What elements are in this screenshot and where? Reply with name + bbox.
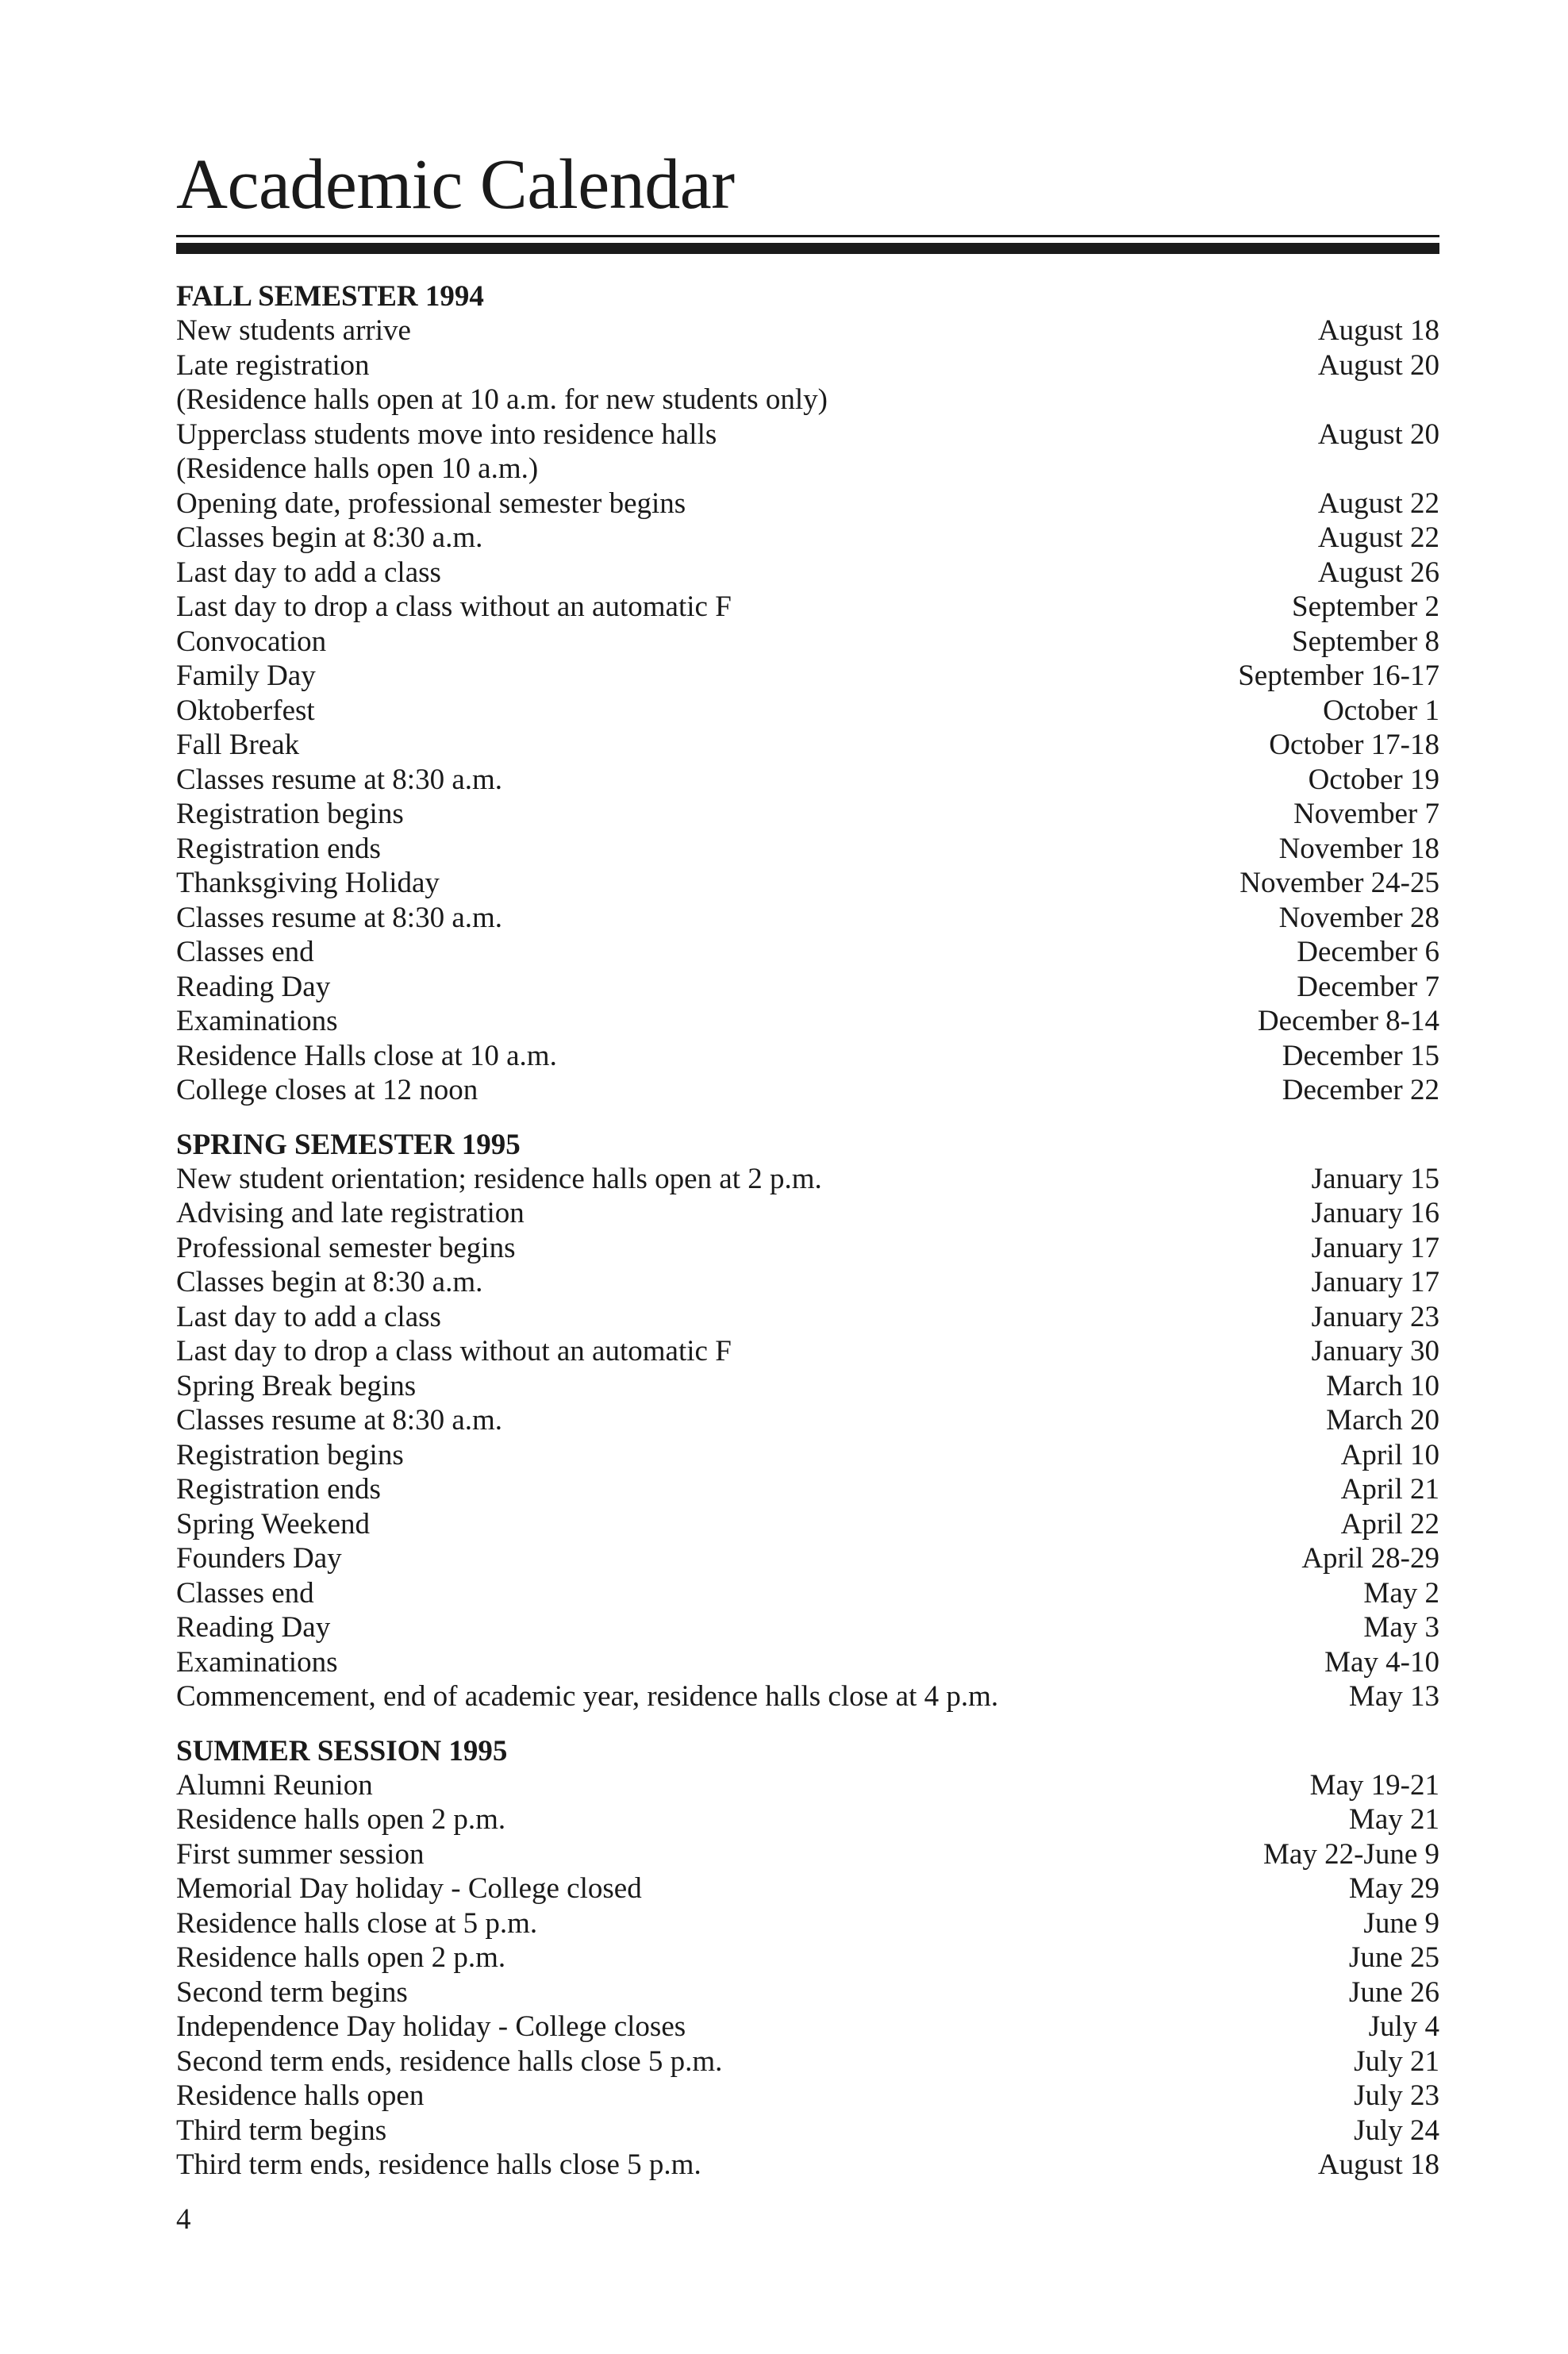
- event-date: August 20: [1317, 417, 1439, 451]
- event-date: December 22: [1282, 1074, 1439, 1106]
- event-date: October 17-18: [1269, 729, 1439, 761]
- calendar-row: [176, 1334, 1439, 1369]
- event-date: April 28-29: [1301, 1542, 1439, 1575]
- event-label: Professional semester begins: [176, 1231, 516, 1264]
- section-spring-1995: [176, 1128, 1439, 1714]
- event-label: Registration begins: [176, 798, 404, 830]
- event-label: Memorial Day holiday - College closed: [176, 1872, 642, 1905]
- event-label: Residence halls open: [176, 2079, 425, 2112]
- event-date: April 10: [1340, 1438, 1439, 1471]
- event-date: July 4: [1368, 2010, 1439, 2043]
- event-date: May 3: [1363, 1611, 1439, 1644]
- calendar-row: [176, 2114, 1439, 2148]
- event-date: January 15: [1311, 1162, 1439, 1195]
- event-date: January 16: [1311, 1197, 1439, 1229]
- event-date: December 8-14: [1257, 1005, 1439, 1037]
- event-date: May 29: [1348, 1872, 1439, 1905]
- calendar-row: [176, 1004, 1439, 1039]
- title-rule-thin: [176, 235, 1439, 237]
- calendar-row: [176, 1403, 1439, 1438]
- event-date: January 23: [1311, 1300, 1439, 1333]
- event-label: Registration ends: [176, 832, 381, 865]
- event-label: Registration ends: [176, 1473, 381, 1506]
- calendar-row: [176, 1073, 1439, 1108]
- event-label: Last day to drop a class without an automatic F: [176, 1335, 732, 1367]
- event-date: June 9: [1363, 1906, 1439, 1940]
- event-date: May 21: [1348, 1803, 1439, 1836]
- event-label: Commencement, end of academic year, residence halls close at 4 p.m.: [176, 1680, 999, 1713]
- calendar-row: [176, 970, 1439, 1005]
- calendar-row: [176, 2044, 1439, 2079]
- calendar-row: [176, 1265, 1439, 1300]
- calendar-row: [176, 1871, 1439, 1906]
- calendar-row: [176, 694, 1439, 729]
- event-date: November 18: [1278, 832, 1439, 865]
- event-label: Fall Break: [176, 729, 300, 761]
- calendar-row: [176, 1941, 1439, 1975]
- event-date: April 21: [1340, 1473, 1439, 1506]
- calendar-row: [176, 452, 1439, 487]
- event-date: September 8: [1292, 625, 1439, 658]
- event-label: College closes at 12 noon: [176, 1074, 478, 1106]
- calendar-row: [176, 348, 1439, 383]
- calendar-row: [176, 1645, 1439, 1680]
- calendar-row: [176, 1768, 1439, 1803]
- calendar-row: [176, 1196, 1439, 1231]
- event-date: December 6: [1297, 936, 1439, 968]
- event-label: Alumni Reunion: [176, 1768, 373, 1802]
- event-date: July 23: [1354, 2079, 1439, 2112]
- calendar-row: [176, 383, 1439, 417]
- calendar-row: [176, 2010, 1439, 2044]
- event-date: December 15: [1282, 1039, 1439, 1072]
- event-date: August 22: [1317, 521, 1439, 554]
- event-date: September 16-17: [1238, 660, 1439, 692]
- event-label: Spring Weekend: [176, 1507, 370, 1540]
- event-date: June 26: [1348, 1975, 1439, 2009]
- event-label: Oktoberfest: [176, 694, 315, 727]
- event-date: January 17: [1311, 1231, 1439, 1264]
- event-label: Upperclass students move into residence halls: [176, 417, 717, 451]
- event-label: Third term ends, residence halls close 5 p.m.: [176, 2148, 701, 2181]
- event-label: Residence halls open 2 p.m.: [176, 1803, 506, 1836]
- calendar-row: [176, 1975, 1439, 2010]
- event-date: November 28: [1278, 901, 1439, 934]
- event-label: Last day to drop a class without an automatic F: [176, 590, 732, 623]
- event-label: Registration begins: [176, 1438, 404, 1471]
- event-label: Independence Day holiday - College closes: [176, 2010, 686, 2043]
- calendar-row: [176, 728, 1439, 763]
- calendar-row: [176, 521, 1439, 556]
- calendar-row: [176, 763, 1439, 798]
- calendar-row: [176, 487, 1439, 521]
- calendar-row: [176, 1369, 1439, 1404]
- event-date: May 2: [1363, 1576, 1439, 1610]
- event-date: March 20: [1326, 1404, 1439, 1437]
- event-date: September 2: [1292, 590, 1439, 623]
- event-label: Residence halls open 2 p.m.: [176, 1941, 506, 1974]
- event-label: Classes begin at 8:30 a.m.: [176, 521, 483, 554]
- event-label: Classes resume at 8:30 a.m.: [176, 763, 503, 796]
- calendar-row: [176, 1541, 1439, 1576]
- event-label: Examinations: [176, 1645, 338, 1679]
- title-rule-thick: [176, 243, 1439, 254]
- calendar-row: [176, 590, 1439, 625]
- calendar-row: [176, 1576, 1439, 1611]
- event-label: Residence Halls close at 10 a.m.: [176, 1039, 557, 1072]
- calendar-row: [176, 417, 1439, 452]
- calendar-row: [176, 1802, 1439, 1837]
- event-date: May 13: [1348, 1680, 1439, 1713]
- calendar-row: [176, 1231, 1439, 1266]
- calendar-row: [176, 556, 1439, 590]
- page-number: 4: [176, 2203, 191, 2236]
- calendar-row: [176, 1438, 1439, 1473]
- calendar-row: [176, 935, 1439, 970]
- event-date: August 26: [1317, 556, 1439, 589]
- event-label: Classes end: [176, 1576, 314, 1610]
- event-label: Classes end: [176, 936, 314, 968]
- event-date: May 22-June 9: [1263, 1837, 1439, 1871]
- event-label: Late registration: [176, 348, 370, 382]
- event-date: May 4-10: [1324, 1645, 1439, 1679]
- event-date: August 18: [1317, 314, 1439, 347]
- event-date: May 19-21: [1309, 1768, 1439, 1802]
- event-date: March 10: [1326, 1369, 1439, 1402]
- event-date: August 20: [1317, 348, 1439, 382]
- calendar-row: [176, 1472, 1439, 1507]
- event-label: Last day to add a class: [176, 1300, 441, 1333]
- event-label: Spring Break begins: [176, 1369, 417, 1402]
- event-label: (Residence halls open 10 a.m.): [176, 452, 539, 485]
- calendar-row: [176, 625, 1439, 660]
- calendar-row: [176, 1906, 1439, 1941]
- calendar-row: [176, 1162, 1439, 1197]
- event-label: Residence halls close at 5 p.m.: [176, 1906, 538, 1940]
- calendar-row: [176, 1837, 1439, 1872]
- calendar-row: [176, 659, 1439, 694]
- event-label: Opening date, professional semester begins: [176, 487, 686, 520]
- section-heading: SUMMER SESSION 1995: [176, 1734, 508, 1767]
- calendar-body: [176, 279, 1439, 2183]
- calendar-row: [176, 1679, 1439, 1714]
- page-title: Academic Calendar: [176, 145, 735, 224]
- event-date: August 22: [1317, 487, 1439, 520]
- event-label: Founders Day: [176, 1542, 342, 1575]
- event-date: October 1: [1323, 694, 1439, 727]
- calendar-row: [176, 1507, 1439, 1542]
- event-label: Reading Day: [176, 1611, 331, 1644]
- section-fall-1994: [176, 279, 1439, 1108]
- event-label: Examinations: [176, 1005, 338, 1037]
- event-date: October 19: [1308, 763, 1439, 796]
- event-label: Thanksgiving Holiday: [176, 867, 440, 899]
- event-label: Second term ends, residence halls close 5 p.m.: [176, 2044, 723, 2078]
- section-heading: SPRING SEMESTER 1995: [176, 1128, 521, 1161]
- calendar-row: [176, 901, 1439, 936]
- event-date: June 25: [1348, 1941, 1439, 1974]
- event-date: December 7: [1297, 970, 1439, 1003]
- event-date: April 22: [1340, 1507, 1439, 1540]
- calendar-row: [176, 797, 1439, 832]
- section-heading: FALL SEMESTER 1994: [176, 280, 484, 313]
- event-date: July 24: [1354, 2114, 1439, 2147]
- event-label: Last day to add a class: [176, 556, 441, 589]
- event-date: January 17: [1311, 1266, 1439, 1298]
- event-label: Advising and late registration: [176, 1197, 525, 1229]
- calendar-row: [176, 1300, 1439, 1335]
- event-date: November 24-25: [1239, 867, 1439, 899]
- calendar-row: [176, 2079, 1439, 2114]
- event-label: Convocation: [176, 625, 327, 658]
- calendar-row: [176, 866, 1439, 901]
- event-label: Reading Day: [176, 970, 331, 1003]
- event-date: November 7: [1293, 798, 1439, 830]
- calendar-row: [176, 313, 1439, 348]
- event-label: New student orientation; residence halls open at 2 p.m.: [176, 1162, 822, 1195]
- calendar-row: [176, 1039, 1439, 1074]
- event-date: July 21: [1354, 2044, 1439, 2078]
- event-label: New students arrive: [176, 314, 411, 347]
- event-label: Classes begin at 8:30 a.m.: [176, 1266, 483, 1298]
- event-label: (Residence halls open at 10 a.m. for new students only): [176, 383, 828, 416]
- event-date: January 30: [1311, 1335, 1439, 1367]
- calendar-row: [176, 832, 1439, 867]
- section-summer-1995: [176, 1734, 1439, 2183]
- event-label: Family Day: [176, 660, 316, 692]
- event-label: Classes resume at 8:30 a.m.: [176, 901, 503, 934]
- event-label: Third term begins: [176, 2114, 387, 2147]
- calendar-row: [176, 1610, 1439, 1645]
- event-label: Second term begins: [176, 1975, 408, 2009]
- event-date: August 18: [1317, 2148, 1439, 2181]
- event-label: Classes resume at 8:30 a.m.: [176, 1404, 503, 1437]
- calendar-row: [176, 2148, 1439, 2183]
- event-label: First summer session: [176, 1837, 425, 1871]
